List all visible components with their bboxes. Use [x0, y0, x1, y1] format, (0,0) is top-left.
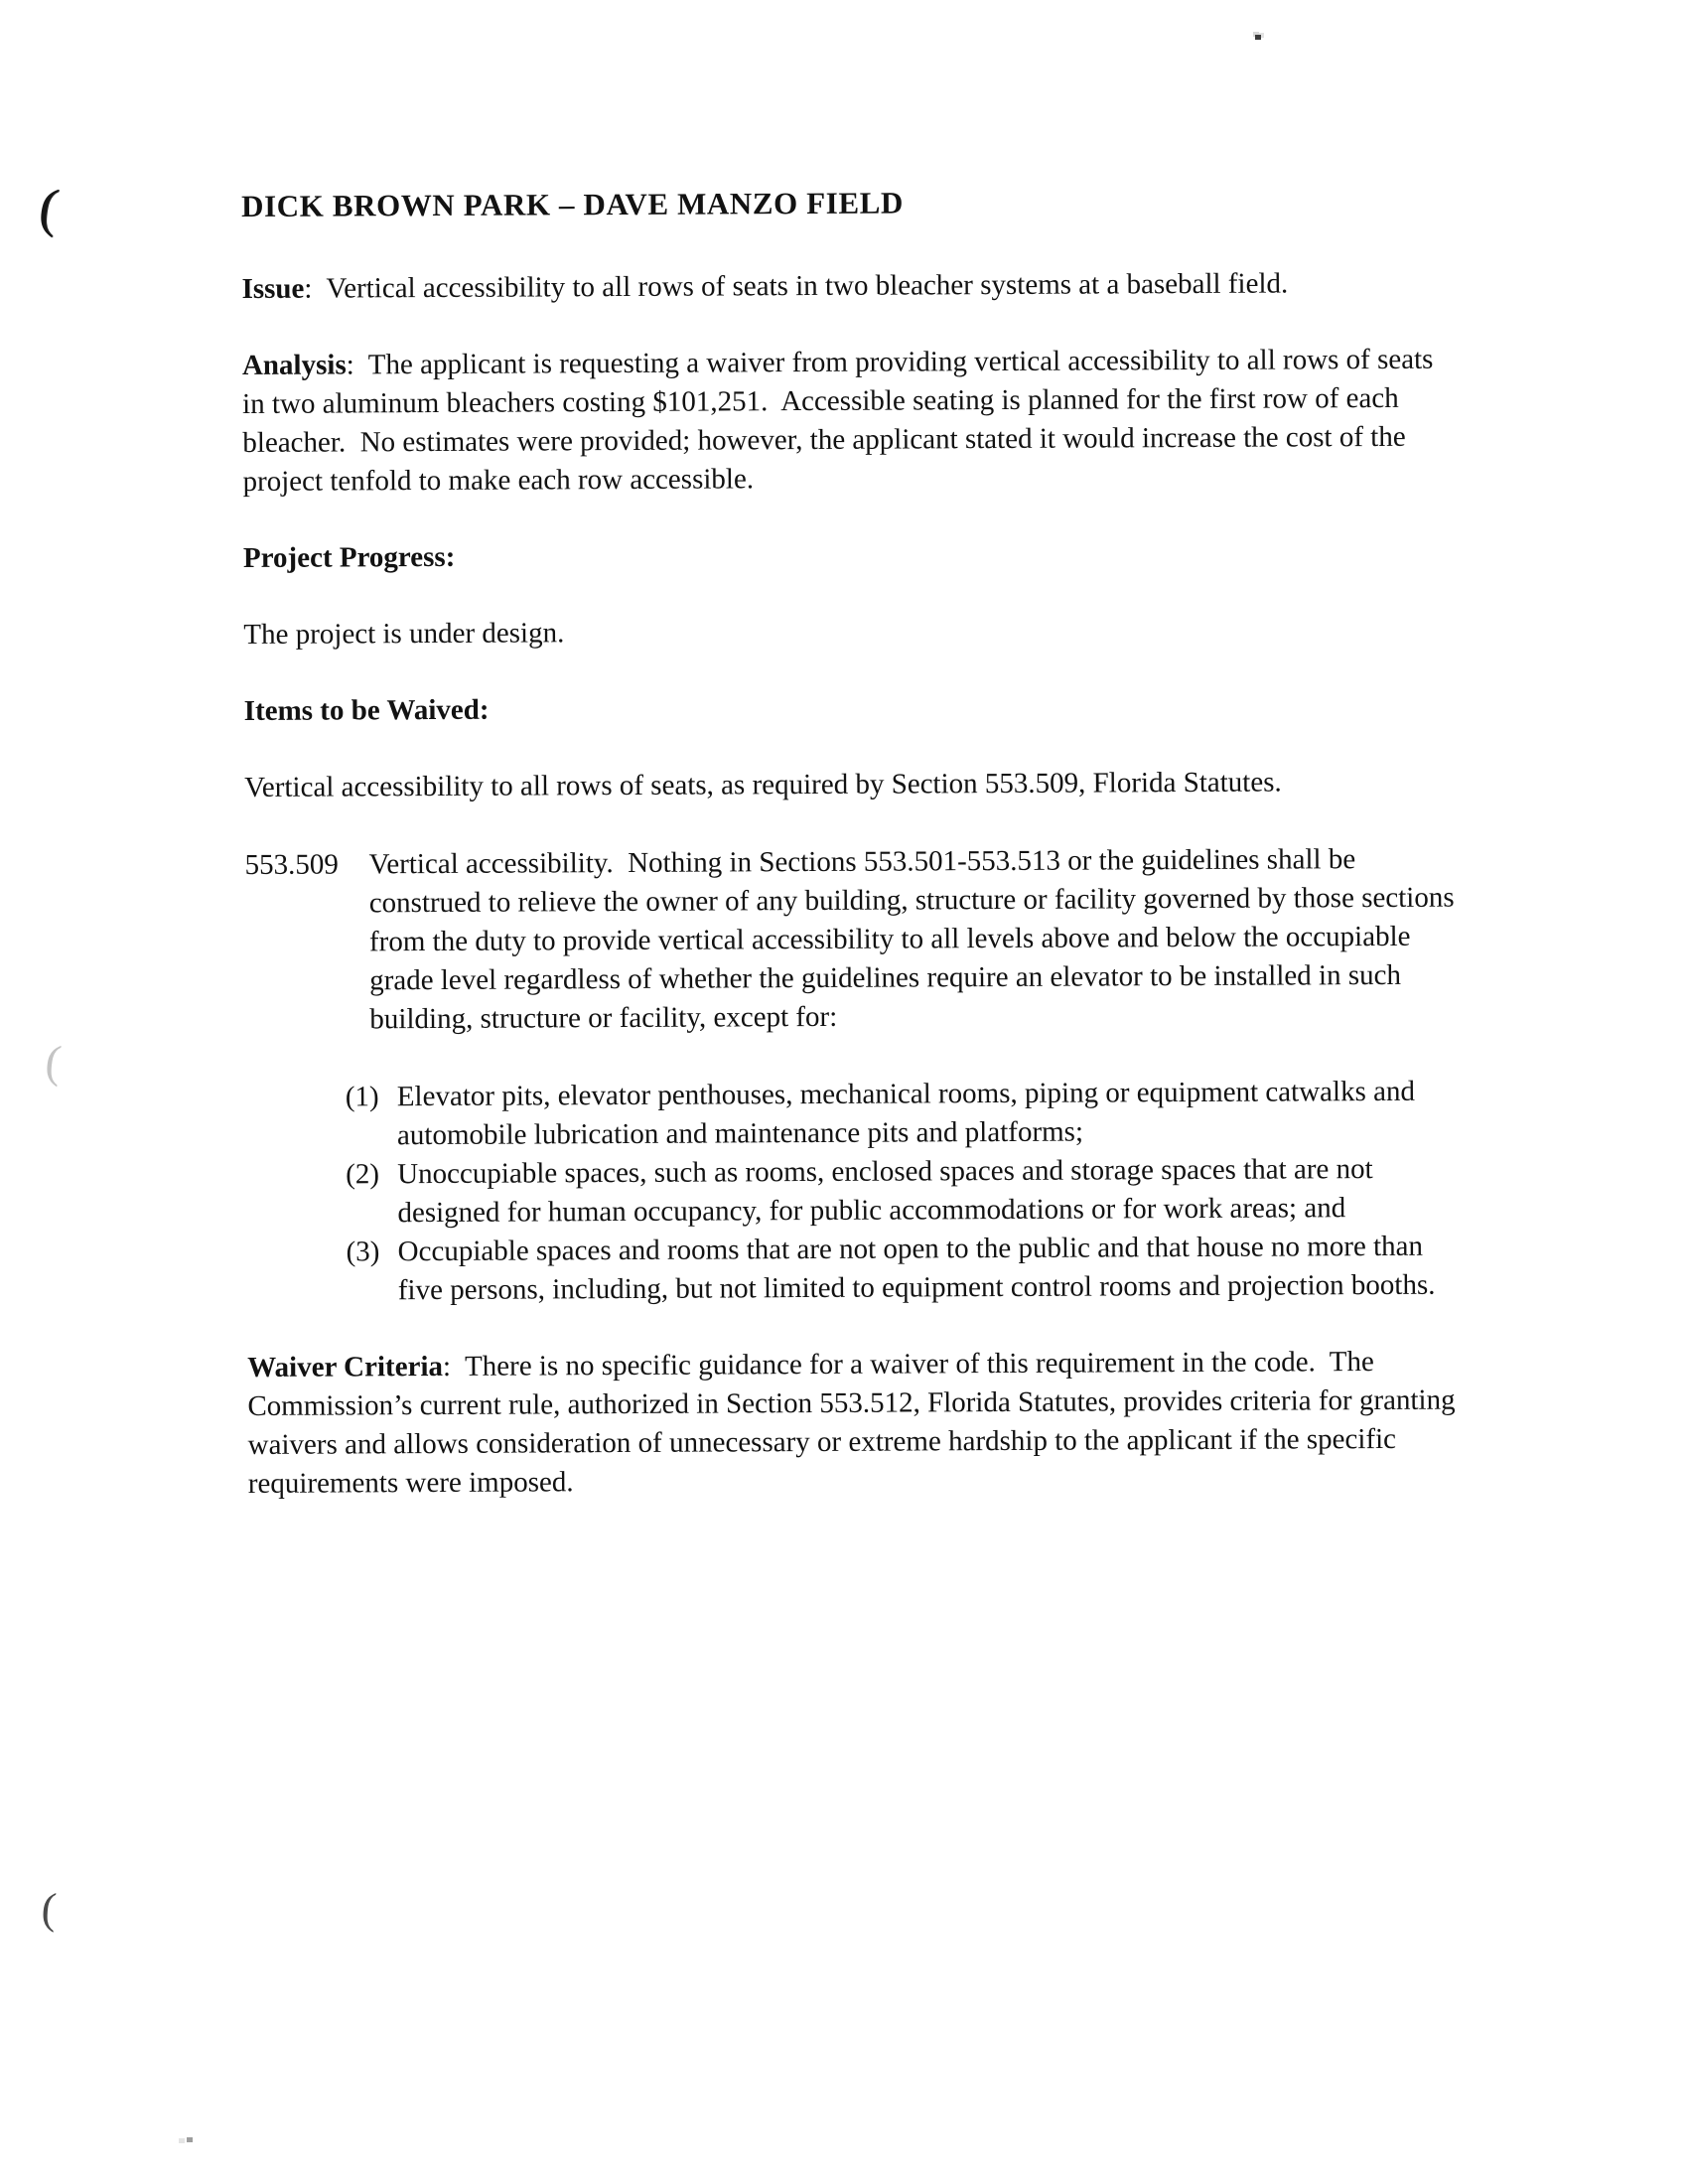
waiver-criteria-colon: : [442, 1350, 466, 1383]
exception-3-text: Occupiable spaces and rooms that are not open to the public and that house no more than five persons, including, but not limited to equipment control rooms and projection booths. [397, 1230, 1436, 1307]
exception-item-1 [346, 1073, 1456, 1156]
issue-label: Issue [241, 272, 305, 305]
issue-text: Vertical accessibility to all rows of seats in two bleacher systems at a baseball field. [326, 267, 1289, 305]
document-content [241, 183, 1463, 1504]
issue-colon: : [304, 272, 327, 305]
scan-mark-paren-bottom-left: ( [40, 1883, 59, 1934]
document-title: DICK BROWN PARK – DAVE MANZO FIELD [241, 185, 905, 223]
scan-mark-speck-bottom-left [187, 2137, 193, 2142]
project-progress-heading: Project Progress: [242, 540, 456, 574]
waiver-criteria-text: There is no specific guidance for a waiver of this requirement in the code. The Commission’s current rule, authorized in Section 553.512, Florida Statutes, provides criteria for granting waivers and allows consideration of unnecessary or extreme hardship to the applicant if the specific requirements were imposed. [247, 1346, 1463, 1500]
issue-paragraph [241, 264, 1451, 309]
items-to-be-waived-text: Vertical accessibility to all rows of seats, as required by Section 553.509, Florida Statutes. [244, 766, 1282, 803]
exception-2-number: (2) [346, 1158, 380, 1191]
analysis-label: Analysis [241, 349, 347, 381]
waiver-criteria-paragraph [247, 1343, 1463, 1504]
project-progress-text: The project is under design. [243, 617, 565, 651]
statute-number: 553.509 [244, 848, 339, 881]
exception-1-text: Elevator pits, elevator penthouses, mechanical rooms, piping or equipment catwalks and automobile lubrication and maintenance pits and platforms; [396, 1075, 1423, 1152]
scan-mark-paren-middle-left: ( [43, 1035, 65, 1088]
exception-2-text: Unoccupiable spaces, such as rooms, enclosed spaces and storage spaces that are not designed for human occupancy, for public accommodations or for work areas; and [397, 1153, 1380, 1230]
analysis-text: The applicant is requesting a waiver from providing vertical accessibility to all rows of seats in two aluminum bleachers costing $101,251. Accessible seating is planned for the first row of each bleacher. No estimates were provided; however, the applicant stated it would increase the cost of the project tenfold to make each row accessible. [242, 343, 1441, 498]
exception-item-3 [347, 1228, 1457, 1311]
scan-mark-paren-top-left: ( [35, 177, 63, 238]
statute-text: Vertical accessibility. Nothing in Sections 553.501-553.513 or the guidelines shall be construed to relieve the owner of any building, structure or facility governed by those sections from the duty to provide vertical accessibility to all levels above and below the occupiable grade level regardless of whether the guidelines require an elevator to be installed in such building, structure or facility, except for: [368, 843, 1462, 1036]
statute-paragraph [244, 840, 1462, 1040]
items-to-be-waived-heading: Items to be Waived: [243, 693, 490, 727]
scan-mark-dot-top-right [1255, 35, 1261, 40]
analysis-paragraph [242, 341, 1453, 502]
waiver-criteria-label: Waiver Criteria [247, 1350, 444, 1383]
exception-item-2 [346, 1150, 1456, 1234]
exception-3-number: (3) [346, 1236, 380, 1268]
analysis-colon: : [346, 349, 368, 381]
exception-1-number: (1) [345, 1081, 379, 1113]
exceptions-list [346, 1073, 1457, 1311]
